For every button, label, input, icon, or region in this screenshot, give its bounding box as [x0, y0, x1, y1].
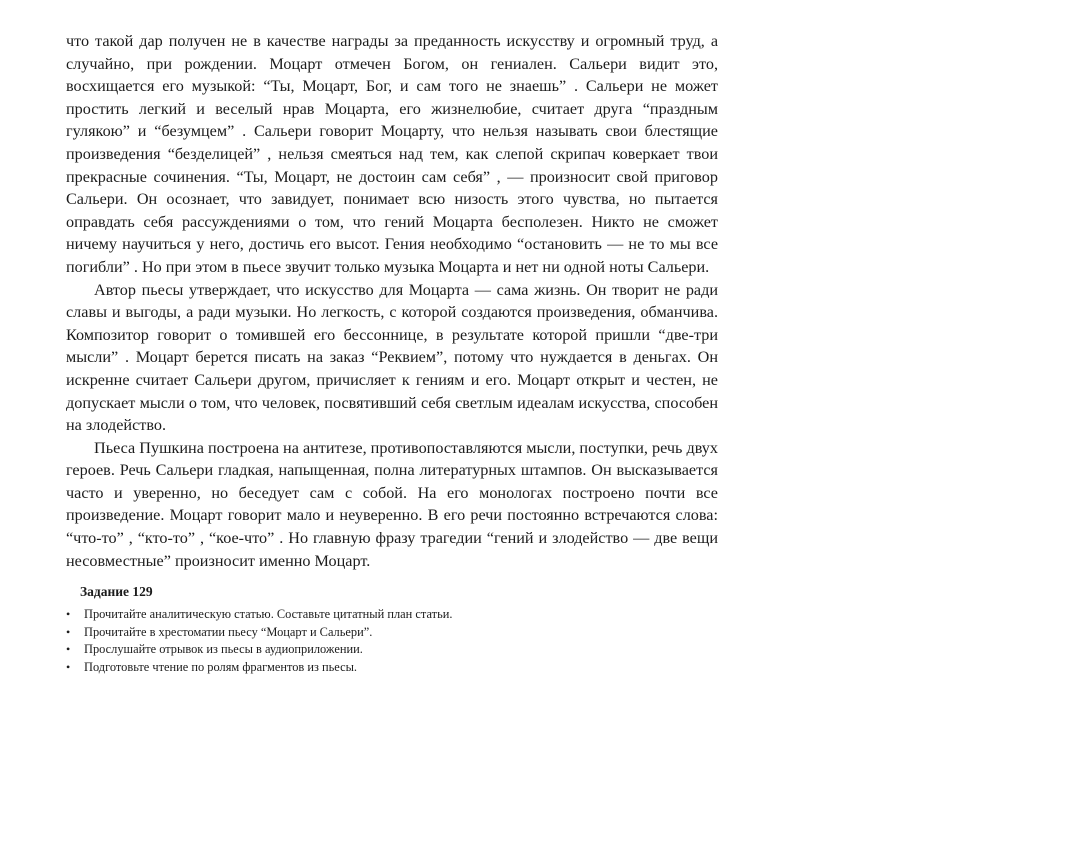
page-content — [66, 30, 718, 676]
task-item-text: Прочитайте в хрестоматии пьесу “Моцарт и Сальери”. — [84, 624, 373, 639]
task-item — [66, 641, 718, 659]
task-title: Задание 129 — [80, 584, 153, 600]
task-item — [66, 606, 718, 624]
task-item-text: Подготовьте чтение по ролям фрагментов из пьесы. — [84, 659, 358, 674]
task-item — [66, 659, 718, 677]
body-paragraph-2: Автор пьесы утверждает, что искусство для Моцарта — сама жизнь. Он творит не ради славы и выгоды, а ради музыки. Но легкость, с которой создаются произведения, обманчива. Композитор говорит о томившей его бессоннице, в результате которой пришли “две-три мысли” . Моцарт берется писать на заказ “Реквием”, потому что нуждается в деньгах. Он искренне считает Сальери другом, причисляет к гениям и его. Моцарт открыт и честен, не допускает мысли о том, что человек, посвятивший себя светлым идеалам искусства, способен на злодейство. — [66, 280, 718, 435]
body-paragraph-3: Пьеса Пушкина построена на антитезе, противопоставляются мысли, поступки, речь двух героев. Речь Сальери гладкая, напыщенная, полна литературных штампов. Он высказывается часто и уверенно, но беседует сам с собой. На его монологах построено почти все произведение. Моцарт говорит мало и неуверенно. В его речи постоянно встречаются слова: “что-то” , “кто-то” , “кое-что” . Но главную фразу трагедии “гений и злодейство — две вещи несовместные” произносит именно Моцарт. — [66, 438, 718, 570]
task-list — [66, 606, 718, 676]
task-item-text: Прочитайте аналитическую статью. Составьте цитатный план статьи. — [84, 607, 453, 622]
body-paragraph-1: что такой дар получен не в качестве награды за преданность искусству и огромный труд, а случайно, при рождении. Моцарт отмечен Богом, он гениален. Сальери видит это, восхищается его музыкой: “Ты, Моцарт, Бог, и сам того не знаешь” . Сальери не может простить легкий и веселый нрав Моцарта, его жизнелюбие, считает друга “праздным гулякою” и “безумцем” . Сальери говорит Моцарту, что нельзя называть свои блестящие произведения “безделицей” , нельзя смеяться над тем, как слепой скрипач коверкает твои прекрасные сочинения. “Ты, Моцарт, не достоин сам себя” , — произносит свой приговор Сальери. Он осознает, что завидует, понимает всю низость этого чувства, но пытается оправдать себя рассуждениями о том, что гений Моцарта бесполезен. Никто не сможет ничему научиться у него, достичь его высот. Гения необходимо “остановить — не то мы все погибли” . Но при этом в пьесе звучит только музыка Моцарта и нет ни одной ноты Сальери. — [66, 32, 718, 276]
task-item-text: Прослушайте отрывок из пьесы в аудиоприложении. — [84, 642, 363, 657]
bullet-icon: • — [66, 624, 71, 639]
task-item — [66, 624, 718, 642]
bullet-icon: • — [66, 607, 71, 622]
bullet-icon: • — [66, 659, 71, 674]
bullet-icon: • — [66, 642, 71, 657]
